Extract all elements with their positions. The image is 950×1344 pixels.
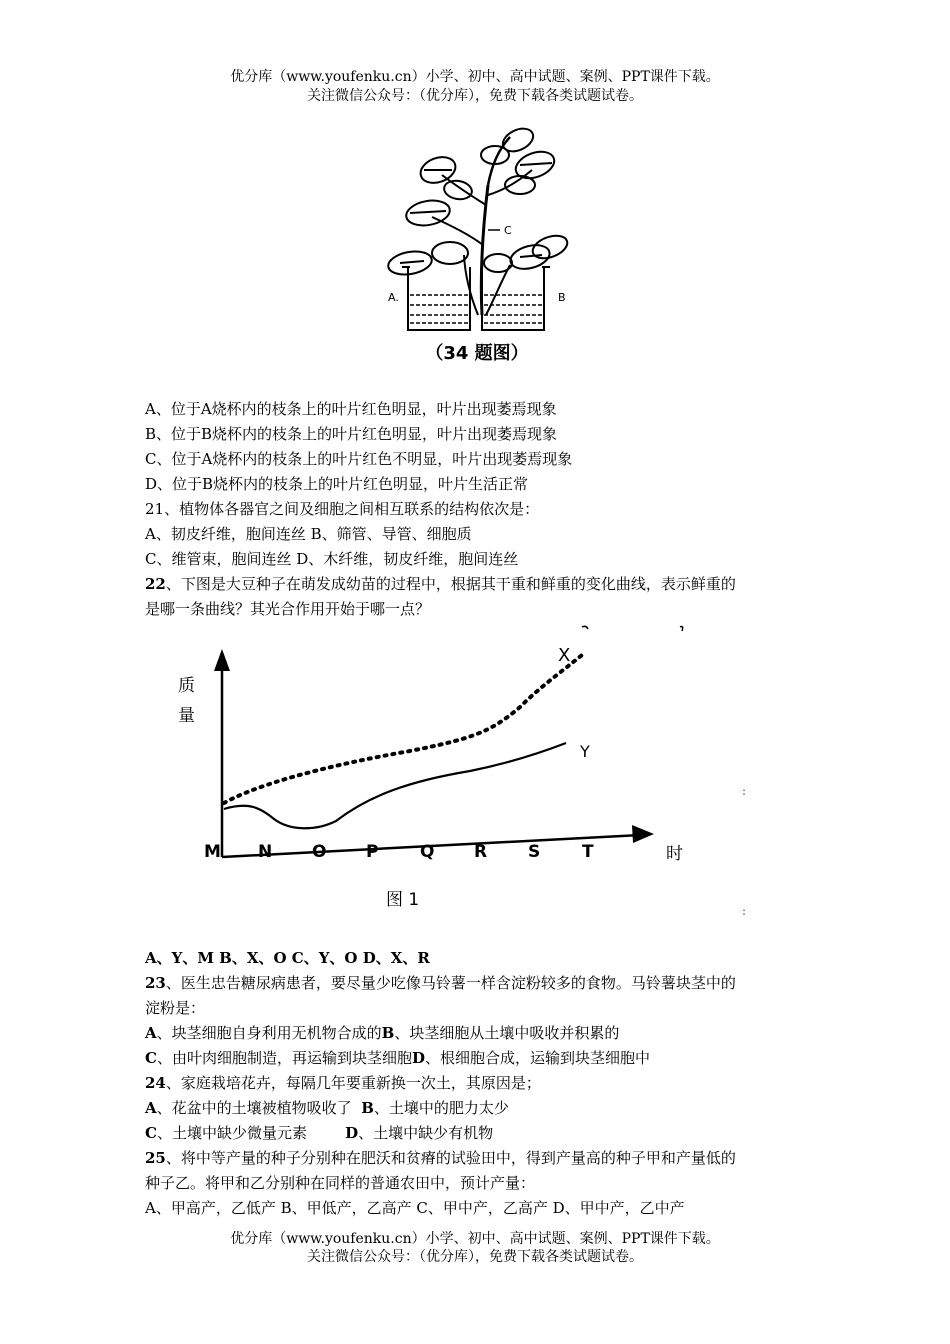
q22-stem-text: 、下图是大豆种子在萌发成幼苗的过程中，根据其干重和鲜重的变化曲线，表示鲜重的 — [165, 575, 736, 593]
footer-line-1: 优分库（www.youfenku.cn）小学、初中、高中试题、案例、PPT课件下载。 — [230, 1231, 720, 1247]
figure34-caption: （34 题图） — [425, 343, 529, 364]
q23-a-text: 、块茎细胞自身利用无机物合成的 — [156, 1024, 382, 1042]
q23-c-key: C — [145, 1049, 157, 1067]
q24-d-key: D — [345, 1124, 359, 1142]
q22-options: A、Y、M B、X、O C、Y、O D、X、R — [145, 949, 430, 967]
curve-x-label: X — [558, 645, 571, 666]
q23-number: 23 — [145, 974, 166, 992]
q24-b-key: B — [361, 1099, 374, 1117]
q23-d-text: 、根细胞合成，运输到块茎细胞中 — [424, 1049, 650, 1067]
q24-stem — [145, 1072, 815, 1094]
q23-options-cd — [145, 1047, 815, 1069]
q22-number: 22 — [145, 575, 166, 593]
q20-option-d: D、位于B烧杯内的枝条上的叶片红色明显，叶片生活正常 — [145, 475, 529, 493]
q23-stem-line-2: 淀粉是： — [145, 999, 206, 1017]
q23-stem-text: 、医生忠告糖尿病患者，要尽量少吃像马铃薯一样含淀粉较多的食物。马铃薯块茎中的 — [165, 974, 736, 992]
q23-c-text: 、由叶肉细胞制造，再运输到块茎细胞 — [156, 1049, 412, 1067]
q20-option-c: C、位于A烧杯内的枝条上的叶片红色不明显，叶片出现萎焉现象 — [145, 450, 573, 468]
q25-options: A、甲高产，乙低产 B、甲低产，乙高产 C、甲中产，乙高产 D、甲中产，乙中产 — [145, 1199, 685, 1217]
q24-options-ab — [145, 1097, 815, 1119]
mass-time-figure — [170, 625, 770, 925]
curve-y-label: Y — [580, 742, 590, 761]
q21-options-ab: A、韧皮纤维，胞间连丝 B、筛管、导管、细胞质 — [145, 525, 472, 543]
q23-b-text: 、块茎细胞从土壤中吸收并积累的 — [394, 1024, 620, 1042]
q23-d-key: D — [411, 1049, 425, 1067]
y-axis-label-2: 量 — [178, 706, 195, 726]
x-tick-p: P — [366, 842, 379, 862]
q24-a-text: 、花盆中的土壤被植物吸收了 — [156, 1099, 362, 1117]
svg-text::: : — [742, 904, 747, 918]
header-line-2: 关注微信公众号：（优分库），免费下载各类试题试卷。 — [307, 88, 643, 104]
x-tick-m: M — [204, 842, 221, 862]
y-axis-label-1: 质 — [178, 676, 195, 696]
x-tick-t: T — [582, 842, 594, 862]
q25-number: 25 — [145, 1149, 166, 1167]
q23-stem-line-1 — [145, 972, 815, 994]
q25-stem-text: 、将中等产量的种子分别种在肥沃和贫瘠的试验田中，得到产量高的种子甲和产量低的 — [165, 1149, 736, 1167]
q22-stem-line-2: 是哪一条曲线？其光合作用开始于哪一点？ — [145, 600, 431, 618]
q20-option-a: A、位于A烧杯内的枝条上的叶片红色明显，叶片出现萎焉现象 — [145, 400, 557, 418]
q25-stem-line-1 — [145, 1147, 815, 1169]
q25-stem-line-2: 种子乙。将甲和乙分别种在同样的普通农田中，预计产量： — [145, 1174, 536, 1192]
q23-a-key: A — [145, 1024, 157, 1042]
q24-number: 24 — [145, 1074, 166, 1092]
q24-d-text: 、土壤中缺少有机物 — [358, 1124, 494, 1142]
svg-text::: : — [742, 784, 747, 798]
q21-stem: 21、植物体各器官之间及细胞之间相互联系的结构依次是： — [145, 500, 540, 518]
x-tick-r: R — [474, 842, 488, 862]
q23-options-ab — [145, 1022, 815, 1044]
q24-b-text: 、土壤中的肥力太少 — [373, 1099, 509, 1117]
x-axis-label: 时 — [666, 844, 683, 864]
footer-line-2: 关注微信公众号：（优分库），免费下载各类试题试卷。 — [307, 1249, 643, 1265]
x-tick-n: N — [258, 842, 273, 862]
q24-stem-text: 、家庭栽培花卉，每隔几年要重新换一次土，其原因是； — [165, 1074, 541, 1092]
label-a: A. — [388, 291, 399, 304]
q24-c-key: C — [145, 1124, 157, 1142]
header-line-1: 优分库（www.youfenku.cn）小学、初中、高中试题、案例、PPT课件下载。 — [230, 69, 720, 85]
figure1-caption: 图 1 — [386, 890, 420, 910]
q24-c-text: 、土壤中缺少微量元素 — [156, 1124, 346, 1142]
q22-stem-line-1 — [145, 573, 815, 595]
q24-a-key: A — [145, 1099, 157, 1117]
x-tick-s: S — [528, 842, 541, 862]
q24-options-cd — [145, 1122, 815, 1144]
plant-beaker-figure — [370, 125, 585, 370]
q20-option-b: B、位于B烧杯内的枝条上的叶片红色明显，叶片出现萎焉现象 — [145, 425, 558, 443]
q23-b-key: B — [381, 1024, 395, 1042]
x-tick-q: Q — [420, 842, 435, 862]
label-b: B — [558, 291, 566, 304]
q21-options-cd: C、维管束，胞间连丝 D、木纤维，韧皮纤维，胞间连丝 — [145, 550, 519, 568]
x-tick-o: O — [312, 842, 327, 862]
label-c: C — [504, 224, 512, 237]
